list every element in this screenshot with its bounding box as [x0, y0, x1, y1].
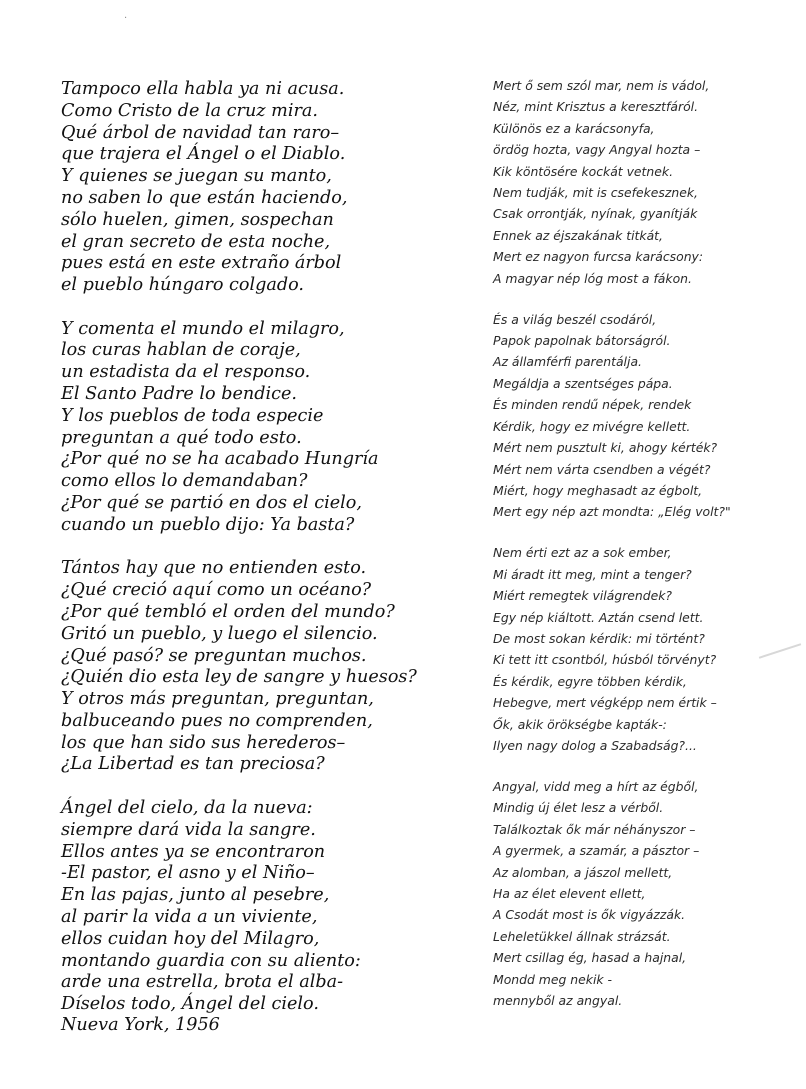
spanish-poem-column — [61, 79, 461, 1016]
spanish-poem-line: siempre dará vida la sangre. — [61, 819, 316, 840]
hungarian-poem-line: Kérdik, hogy ez mivégre kellett. — [493, 418, 691, 434]
spanish-poem-line: arde una estrella, brota el alba- — [61, 972, 344, 993]
spanish-poem-line: el gran secreto de esta noche, — [61, 231, 331, 252]
hungarian-poem-line: Megáldja a szentséges pápa. — [493, 375, 673, 391]
hungarian-poem-line: Ilyen nagy dolog a Szabadság?... — [493, 737, 697, 753]
spanish-poem-line: como ellos lo demandaban? — [61, 471, 308, 492]
spanish-poem-line: Gritó un pueblo, y luego el silencio. — [61, 623, 378, 644]
spanish-poem-line: ¿Por qué no se ha acabado Hungría — [61, 449, 379, 470]
spanish-poem-line: ¿Quién dio esta ley de sangre y huesos? — [61, 667, 417, 688]
hungarian-poem-line: Ennek az éjszakának titkát, — [493, 227, 663, 243]
hungarian-poem-line: Különös ez a karácsonyfa, — [493, 120, 655, 136]
hungarian-poem-line: Találkoztak ők már néhányszor – — [493, 821, 696, 837]
spanish-poem-line: los curas hablan de coraje, — [61, 340, 301, 361]
hungarian-poem-line: Mi áradt itt meg, mint a tenger? — [493, 566, 692, 582]
spanish-poem-line: los que han sido sus herederos– — [61, 732, 346, 753]
hungarian-stanza-2 — [493, 309, 793, 523]
hungarian-stanza-4 — [493, 776, 793, 1011]
spanish-stanza-3 — [61, 558, 461, 776]
hungarian-poem-line: Az alomban, a jászol mellett, — [493, 864, 673, 880]
spanish-poem-line: ¿La Libertad es tan preciosa? — [61, 754, 325, 775]
hungarian-poem-line: Hebegve, mert végképp nem értik – — [493, 695, 717, 711]
hungarian-poem-line: A magyar nép lóg most a fákon. — [493, 270, 692, 286]
spanish-poem-line: preguntan a qué todo esto. — [61, 427, 302, 448]
hungarian-poem-line: Csak orrontják, nyínak, gyanítják — [493, 206, 698, 222]
hungarian-poem-line: Mert ez nagyon furcsa karácsony: — [493, 249, 704, 265]
hungarian-poem-line: Miért, hogy meghasadt az égbolt, — [493, 482, 703, 498]
spanish-poem-line: Y los pueblos de toda especie — [61, 405, 324, 426]
hungarian-poem-line: Angyal, vidd meg a hírt az égből, — [493, 778, 699, 794]
spanish-poem-line: no saben lo que están haciendo, — [61, 187, 348, 208]
spanish-poem-line: un estadista da el responso. — [61, 362, 311, 383]
spanish-stanza-4 — [61, 798, 461, 1016]
hungarian-poem-line: Mért nem pusztult ki, ahogy kérték? — [493, 440, 718, 456]
hungarian-poem-line: És a világ beszél csodáról, — [493, 311, 657, 327]
spanish-poem-line: Ángel del cielo, da la nueva: — [61, 797, 313, 818]
hungarian-poem-line: Nem tudják, mit is csefekesznek, — [493, 185, 698, 201]
hungarian-poem-column — [493, 75, 793, 1011]
spanish-poem-line: Qué árbol de navidad tan raro– — [61, 122, 340, 143]
spanish-poem-line: El Santo Padre lo bendice. — [61, 384, 297, 405]
spanish-poem-line: pues está en este extraño árbol — [61, 253, 342, 274]
hungarian-poem-line: A Csodát most is ők vigyázzák. — [493, 907, 686, 923]
hungarian-poem-line: De most sokan kérdik: mi történt? — [493, 630, 705, 646]
hungarian-poem-line: Mondd meg nekik - — [493, 971, 612, 987]
hungarian-poem-line: A gyermek, a szamár, a pásztor – — [493, 843, 700, 859]
spanish-poem-line: montando guardia con su aliento: — [61, 950, 361, 971]
spanish-poem-line: Ellos antes ya se encontraron — [61, 841, 326, 862]
spanish-poem-line: Y comenta el mundo el milagro, — [61, 318, 345, 339]
hungarian-poem-line: Kik köntösére kockát vetnek. — [493, 163, 674, 179]
spanish-poem-line: cuando un pueblo dijo: Ya basta? — [61, 514, 355, 535]
spanish-poem-line: Díselos todo, Ángel del cielo. — [61, 994, 319, 1015]
hungarian-stanza-3 — [493, 542, 793, 756]
spanish-poem-line: el pueblo húngaro colgado. — [61, 275, 305, 296]
hungarian-poem-line: És minden rendű népek, rendek — [493, 397, 692, 413]
spanish-poem-line: Y otros más preguntan, preguntan, — [61, 689, 374, 710]
place-date-signature: Nueva York, 1956 — [61, 1015, 220, 1035]
spanish-stanza-2 — [61, 319, 461, 537]
spanish-poem-line: -El pastor, el asno y el Niño– — [61, 863, 315, 884]
spanish-poem-line: que trajera el Ángel o el Diablo. — [61, 144, 346, 165]
hungarian-poem-line: Ha az élet elevent ellett, — [493, 886, 646, 901]
spanish-poem-line: sólo huelen, gimen, sospechan — [61, 209, 334, 230]
hungarian-poem-line: És kérdik, egyre többen kérdik, — [493, 673, 687, 689]
page-mark: . — [124, 10, 128, 21]
hungarian-poem-line: Mert csillag ég, hasad a hajnal, — [493, 950, 687, 966]
spanish-poem-line: En las pajas, junto al pesebre, — [61, 885, 330, 906]
spanish-poem-line: ellos cuidan hoy del Milagro, — [61, 928, 320, 949]
spanish-poem-line: ¿Qué creció aquí como un océano? — [61, 580, 372, 601]
hungarian-poem-line: Nem érti ezt az a sok ember, — [493, 545, 672, 561]
hungarian-poem-line: Mert ő sem szól mar, nem is vádol, — [493, 78, 710, 93]
hungarian-stanza-1 — [493, 75, 793, 289]
spanish-poem-line: Como Cristo de la cruz mira. — [61, 100, 318, 121]
hungarian-poem-line: Néz, mint Krisztus a keresztfáról. — [493, 99, 699, 115]
hungarian-poem-line: Ki tett itt csontból, húsból törvényt? — [493, 652, 717, 668]
hungarian-poem-line: Az államférfi parentálja. — [493, 354, 642, 370]
spanish-poem-line: ¿Por qué tembló el orden del mundo? — [61, 601, 395, 622]
hungarian-poem-line: Mindig új élet lesz a vérből. — [493, 800, 664, 816]
spanish-poem-line: al parir la vida a un viviente, — [61, 906, 318, 927]
spanish-stanza-1 — [61, 79, 461, 297]
spanish-poem-line: Tántos hay que no entienden esto. — [61, 558, 367, 579]
spanish-poem-line: balbuceando pues no comprenden, — [61, 710, 373, 731]
spanish-poem-line: Y quienes se juegan su manto, — [61, 166, 332, 187]
hungarian-poem-line: Mert egy nép azt mondta: „Elég volt?" — [493, 504, 731, 520]
hungarian-poem-line: Papok papolnak bátorságról. — [493, 333, 671, 349]
hungarian-poem-line: Mért nem várta csendben a végét? — [493, 461, 711, 477]
hungarian-poem-line: Leheletükkel állnak strázsát. — [493, 928, 671, 944]
hungarian-poem-line: mennyből az angyal. — [493, 993, 623, 1009]
spanish-poem-line: Tampoco ella habla ya ni acusa. — [61, 79, 345, 99]
hungarian-poem-line: Miért remegtek világrendek? — [493, 588, 673, 604]
hungarian-poem-line: Ők, akik örökségbe kapták-: — [493, 716, 667, 732]
hungarian-poem-line: Egy nép kiáltott. Aztán csend lett. — [493, 609, 704, 625]
spanish-poem-line: ¿Por qué se partió en dos el cielo, — [61, 493, 362, 514]
spanish-poem-line: ¿Qué pasó? se preguntan muchos. — [61, 645, 367, 666]
hungarian-poem-line: ördög hozta, vagy Angyal hozta – — [493, 142, 701, 158]
